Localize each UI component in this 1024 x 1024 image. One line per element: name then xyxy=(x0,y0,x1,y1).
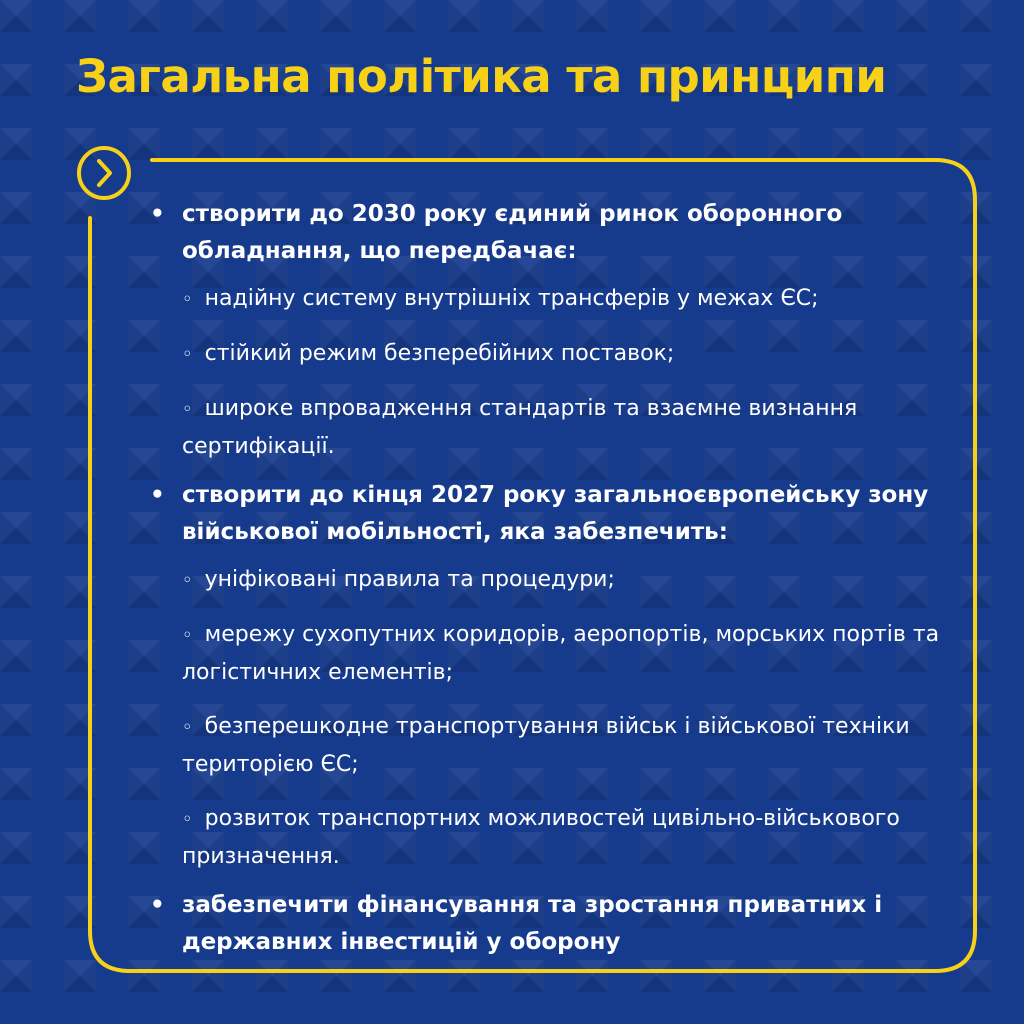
sub-item-text: мережу сухопутних коридорів, аеропортів, морських портів та логістичних елементів; xyxy=(182,622,940,685)
hollow-circle-icon: ◦ xyxy=(182,344,193,365)
sub-list-item xyxy=(150,708,950,783)
sub-item-text: надійну систему внутрішніх трансферів у межах ЄС; xyxy=(204,286,819,311)
page-title: Загальна політика та принципи xyxy=(76,50,887,103)
chevron-right-icon xyxy=(76,145,132,201)
sub-list-item xyxy=(150,280,950,318)
sub-item-text: безперешкодне транспортування військ і військової техніки територією ЄС; xyxy=(182,714,910,777)
sub-list-item xyxy=(150,390,950,465)
sub-list-item xyxy=(150,561,950,599)
hollow-circle-icon: ◦ xyxy=(182,625,193,646)
hollow-circle-icon: ◦ xyxy=(182,399,193,420)
list-item xyxy=(150,196,950,270)
hollow-circle-icon: ◦ xyxy=(182,717,193,738)
bullet-dot-icon: • xyxy=(150,892,165,918)
list-item-text: створити до 2030 року єдиний ринок оборонного обладнання, що передбачає: xyxy=(182,201,843,264)
list-item xyxy=(150,477,950,551)
bullet-dot-icon: • xyxy=(150,201,165,227)
list-item xyxy=(150,887,950,961)
hollow-circle-icon: ◦ xyxy=(182,289,193,310)
policy-list xyxy=(150,196,950,969)
sub-list-item xyxy=(150,800,950,875)
sub-list-item xyxy=(150,616,950,691)
sub-item-text: уніфіковані правила та процедури; xyxy=(204,567,615,592)
sub-item-text: широке впровадження стандартів та взаємне визнання сертифікації. xyxy=(182,396,858,459)
sub-item-text: стійкий режим безперебійних поставок; xyxy=(204,341,675,366)
list-item-text: забезпечити фінансування та зростання приватних і державних інвестицій у оборону xyxy=(182,892,883,955)
bullet-dot-icon: • xyxy=(150,482,165,508)
sub-list-item xyxy=(150,335,950,373)
sub-item-text: розвиток транспортних можливостей цивільно-військового призначення. xyxy=(182,806,900,869)
hollow-circle-icon: ◦ xyxy=(182,809,193,830)
hollow-circle-icon: ◦ xyxy=(182,570,193,591)
list-item-text: створити до кінця 2027 року загальноєвропейську зону військової мобільності, яка забезпечить: xyxy=(182,482,929,545)
